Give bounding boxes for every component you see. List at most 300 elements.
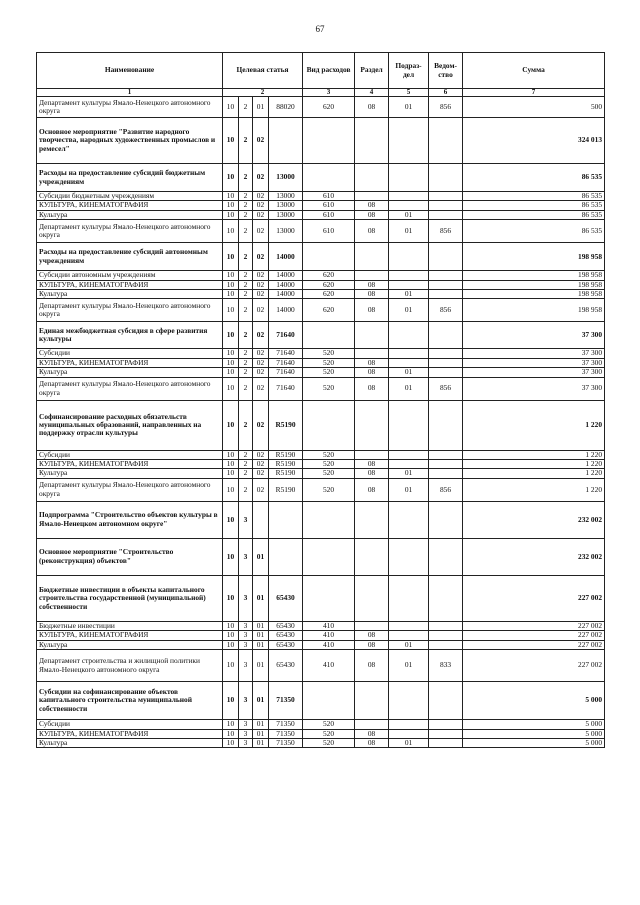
target-code-subprogram: 3 xyxy=(239,729,253,738)
subsection-code xyxy=(389,729,429,738)
amount-value: 198 958 xyxy=(463,271,605,280)
subsection-code xyxy=(389,720,429,729)
amount-value: 227 002 xyxy=(463,575,605,621)
table-row xyxy=(37,650,605,682)
column-number: 4 xyxy=(355,89,389,97)
target-code-subprogram: 3 xyxy=(239,621,253,630)
target-code-direction: 65430 xyxy=(269,575,303,621)
target-code-subprogram: 2 xyxy=(239,210,253,219)
expense-type-code xyxy=(303,322,355,349)
expense-type-code: 520 xyxy=(303,738,355,747)
target-code-direction: 14000 xyxy=(269,290,303,299)
subsection-code xyxy=(389,280,429,289)
department-code xyxy=(429,118,463,164)
section-code: 08 xyxy=(355,640,389,649)
budget-table xyxy=(36,52,605,748)
subsection-code: 01 xyxy=(389,469,429,478)
amount-value: 1 220 xyxy=(463,400,605,450)
section-code: 08 xyxy=(355,290,389,299)
section-code: 08 xyxy=(355,460,389,469)
department-code: 856 xyxy=(429,220,463,243)
expense-type-code xyxy=(303,243,355,271)
expense-type-code: 410 xyxy=(303,631,355,640)
department-code: 833 xyxy=(429,650,463,682)
subsection-code xyxy=(389,621,429,630)
target-code-program: 10 xyxy=(223,118,239,164)
expense-type-code: 620 xyxy=(303,290,355,299)
table-row xyxy=(37,220,605,243)
target-code-subprogram: 2 xyxy=(239,478,253,501)
amount-value: 198 958 xyxy=(463,290,605,299)
target-code-subprogram: 2 xyxy=(239,243,253,271)
expense-type-code: 620 xyxy=(303,280,355,289)
target-code-program: 10 xyxy=(223,478,239,501)
column-number: 5 xyxy=(389,89,429,97)
subsection-code xyxy=(389,349,429,358)
department-code xyxy=(429,460,463,469)
row-name: Департамент культуры Ямало-Ненецкого автономного округа xyxy=(37,97,223,118)
target-code-subprogram: 2 xyxy=(239,280,253,289)
target-code-subprogram: 2 xyxy=(239,349,253,358)
target-code-program: 10 xyxy=(223,729,239,738)
subsection-code xyxy=(389,538,429,575)
table-header-row xyxy=(37,53,605,89)
table-row xyxy=(37,682,605,720)
row-name: КУЛЬТУРА, КИНЕМАТОГРАФИЯ xyxy=(37,460,223,469)
table-row xyxy=(37,738,605,747)
subsection-code: 01 xyxy=(389,299,429,322)
target-code-activity: 02 xyxy=(253,299,269,322)
section-code xyxy=(355,349,389,358)
section-code xyxy=(355,243,389,271)
amount-value: 37 300 xyxy=(463,349,605,358)
target-code-program: 10 xyxy=(223,164,239,192)
target-code-activity: 01 xyxy=(253,97,269,118)
row-name: КУЛЬТУРА, КИНЕМАТОГРАФИЯ xyxy=(37,729,223,738)
subsection-code: 01 xyxy=(389,650,429,682)
target-code-activity: 02 xyxy=(253,460,269,469)
department-code xyxy=(429,720,463,729)
target-code-activity: 02 xyxy=(253,478,269,501)
subsection-code xyxy=(389,501,429,538)
target-code-direction: 13000 xyxy=(269,164,303,192)
target-code-subprogram: 2 xyxy=(239,377,253,400)
target-code-direction: 65430 xyxy=(269,640,303,649)
target-code-subprogram: 2 xyxy=(239,322,253,349)
target-code-activity: 01 xyxy=(253,729,269,738)
section-code: 08 xyxy=(355,358,389,367)
section-code xyxy=(355,164,389,192)
section-code xyxy=(355,682,389,720)
target-code-direction: 71350 xyxy=(269,738,303,747)
column-number: 1 xyxy=(37,89,223,97)
table-row xyxy=(37,377,605,400)
amount-value: 198 958 xyxy=(463,243,605,271)
target-code-program: 10 xyxy=(223,469,239,478)
target-code-subprogram: 3 xyxy=(239,738,253,747)
subsection-code: 01 xyxy=(389,377,429,400)
amount-value: 86 535 xyxy=(463,201,605,210)
table-row xyxy=(37,621,605,630)
expense-type-code xyxy=(303,164,355,192)
table-row xyxy=(37,192,605,201)
department-code xyxy=(429,640,463,649)
expense-type-code: 520 xyxy=(303,729,355,738)
column-number: 7 xyxy=(463,89,605,97)
table-row xyxy=(37,720,605,729)
amount-value: 37 300 xyxy=(463,368,605,377)
amount-value: 227 002 xyxy=(463,621,605,630)
row-name: Основное мероприятие "Развитие народного творчества, народных художественных промыслов и ремесел" xyxy=(37,118,223,164)
target-code-program: 10 xyxy=(223,97,239,118)
expense-type-code: 520 xyxy=(303,720,355,729)
expense-type-code: 520 xyxy=(303,377,355,400)
section-code xyxy=(355,501,389,538)
subsection-code xyxy=(389,201,429,210)
row-name: Культура xyxy=(37,738,223,747)
table-row xyxy=(37,469,605,478)
table-row xyxy=(37,349,605,358)
target-code-program: 10 xyxy=(223,322,239,349)
table-row xyxy=(37,280,605,289)
target-code-program: 10 xyxy=(223,501,239,538)
section-code: 08 xyxy=(355,210,389,219)
target-code-activity: 01 xyxy=(253,631,269,640)
target-code-subprogram: 2 xyxy=(239,358,253,367)
target-code-direction: 14000 xyxy=(269,271,303,280)
department-code xyxy=(429,349,463,358)
section-code: 08 xyxy=(355,201,389,210)
expense-type-code xyxy=(303,538,355,575)
target-code-program: 10 xyxy=(223,538,239,575)
expense-type-code: 410 xyxy=(303,640,355,649)
target-code-direction: 13000 xyxy=(269,192,303,201)
subsection-code xyxy=(389,682,429,720)
amount-value: 5 000 xyxy=(463,738,605,747)
expense-type-code xyxy=(303,682,355,720)
target-code-subprogram: 2 xyxy=(239,271,253,280)
department-code xyxy=(429,192,463,201)
section-code xyxy=(355,450,389,459)
row-name: Основное мероприятие "Строительство (реконструкция) объектов" xyxy=(37,538,223,575)
target-code-subprogram: 2 xyxy=(239,450,253,459)
target-code-subprogram: 2 xyxy=(239,368,253,377)
row-name: КУЛЬТУРА, КИНЕМАТОГРАФИЯ xyxy=(37,201,223,210)
target-code-direction: 65430 xyxy=(269,621,303,630)
department-code xyxy=(429,682,463,720)
target-code-direction: 71640 xyxy=(269,377,303,400)
target-code-program: 10 xyxy=(223,621,239,630)
department-code xyxy=(429,501,463,538)
subsection-code xyxy=(389,271,429,280)
department-code xyxy=(429,210,463,219)
target-code-direction: 65430 xyxy=(269,650,303,682)
target-code-activity: 02 xyxy=(253,201,269,210)
department-code: 856 xyxy=(429,299,463,322)
header-subsection: Подраз-дел xyxy=(389,53,429,89)
amount-value: 227 002 xyxy=(463,650,605,682)
target-code-program: 10 xyxy=(223,210,239,219)
header-name: Наименование xyxy=(37,53,223,89)
expense-type-code: 520 xyxy=(303,368,355,377)
section-code xyxy=(355,118,389,164)
table-row xyxy=(37,290,605,299)
subsection-code: 01 xyxy=(389,478,429,501)
subsection-code xyxy=(389,322,429,349)
amount-value: 86 535 xyxy=(463,164,605,192)
department-code: 856 xyxy=(429,377,463,400)
row-name: Субсидии бюджетным учреждениям xyxy=(37,192,223,201)
amount-value: 37 300 xyxy=(463,377,605,400)
section-code xyxy=(355,400,389,450)
expense-type-code: 410 xyxy=(303,621,355,630)
subsection-code xyxy=(389,460,429,469)
target-code-subprogram: 3 xyxy=(239,501,253,538)
section-code: 08 xyxy=(355,631,389,640)
expense-type-code xyxy=(303,400,355,450)
expense-type-code: 520 xyxy=(303,450,355,459)
target-code-direction: 71640 xyxy=(269,322,303,349)
department-code xyxy=(429,368,463,377)
row-name: Департамент строительства и жилищной политики Ямало-Ненецкого автономного округа xyxy=(37,650,223,682)
expense-type-code: 520 xyxy=(303,469,355,478)
header-department: Ведом-ство xyxy=(429,53,463,89)
target-code-activity: 02 xyxy=(253,243,269,271)
target-code-program: 10 xyxy=(223,192,239,201)
amount-value: 86 535 xyxy=(463,220,605,243)
row-name: Субсидии xyxy=(37,450,223,459)
target-code-subprogram: 3 xyxy=(239,631,253,640)
table-row xyxy=(37,243,605,271)
department-code xyxy=(429,290,463,299)
amount-value: 1 220 xyxy=(463,478,605,501)
section-code: 08 xyxy=(355,469,389,478)
expense-type-code xyxy=(303,118,355,164)
target-code-direction: R5190 xyxy=(269,469,303,478)
section-code xyxy=(355,192,389,201)
table-row xyxy=(37,164,605,192)
table-row xyxy=(37,575,605,621)
section-code: 08 xyxy=(355,368,389,377)
target-code-subprogram: 2 xyxy=(239,400,253,450)
expense-type-code: 620 xyxy=(303,271,355,280)
target-code-program: 10 xyxy=(223,299,239,322)
target-code-subprogram: 2 xyxy=(239,290,253,299)
row-name: Софинансирование расходных обязательств муниципальных образований, направленных на поддержку отрасли культуры xyxy=(37,400,223,450)
target-code-direction: R5190 xyxy=(269,450,303,459)
target-code-activity: 02 xyxy=(253,271,269,280)
target-code-subprogram: 2 xyxy=(239,460,253,469)
target-code-program: 10 xyxy=(223,400,239,450)
target-code-activity: 02 xyxy=(253,450,269,459)
target-code-direction: 13000 xyxy=(269,201,303,210)
section-code: 08 xyxy=(355,220,389,243)
row-name: Культура xyxy=(37,290,223,299)
expense-type-code xyxy=(303,501,355,538)
target-code-subprogram: 3 xyxy=(239,720,253,729)
department-code: 856 xyxy=(429,478,463,501)
amount-value: 86 535 xyxy=(463,210,605,219)
target-code-activity: 02 xyxy=(253,469,269,478)
subsection-code: 01 xyxy=(389,210,429,219)
target-code-activity: 02 xyxy=(253,358,269,367)
target-code-direction: 71350 xyxy=(269,682,303,720)
column-number: 2 xyxy=(223,89,303,97)
row-name: Культура xyxy=(37,210,223,219)
page-number: 67 xyxy=(315,24,325,34)
target-code-program: 10 xyxy=(223,650,239,682)
target-code-program: 10 xyxy=(223,682,239,720)
expense-type-code: 520 xyxy=(303,460,355,469)
section-code xyxy=(355,720,389,729)
table-row xyxy=(37,729,605,738)
section-code xyxy=(355,575,389,621)
target-code-subprogram: 3 xyxy=(239,538,253,575)
table-row xyxy=(37,322,605,349)
section-code xyxy=(355,322,389,349)
target-code-subprogram: 3 xyxy=(239,640,253,649)
expense-type-code: 610 xyxy=(303,220,355,243)
row-name: Департамент культуры Ямало-Ненецкого автономного округа xyxy=(37,220,223,243)
row-name: Подпрограмма "Строительство объектов культуры в Ямало-Ненецком автономном округе" xyxy=(37,501,223,538)
table-row xyxy=(37,478,605,501)
amount-value: 37 300 xyxy=(463,322,605,349)
target-code-subprogram: 2 xyxy=(239,469,253,478)
row-name: Культура xyxy=(37,469,223,478)
target-code-direction: 13000 xyxy=(269,220,303,243)
section-code: 08 xyxy=(355,280,389,289)
target-code-activity: 02 xyxy=(253,164,269,192)
department-code xyxy=(429,621,463,630)
target-code-direction: 71640 xyxy=(269,349,303,358)
expense-type-code: 520 xyxy=(303,349,355,358)
table-row xyxy=(37,640,605,649)
amount-value: 5 000 xyxy=(463,720,605,729)
row-name: Единая межбюджетная субсидия в сфере развития культуры xyxy=(37,322,223,349)
table-body xyxy=(37,97,605,748)
expense-type-code: 410 xyxy=(303,650,355,682)
target-code-direction xyxy=(269,118,303,164)
expense-type-code: 520 xyxy=(303,478,355,501)
expense-type-code: 610 xyxy=(303,210,355,219)
department-code xyxy=(429,450,463,459)
target-code-activity xyxy=(253,501,269,538)
row-name: Субсидии xyxy=(37,349,223,358)
target-code-program: 10 xyxy=(223,738,239,747)
column-number: 3 xyxy=(303,89,355,97)
subsection-code: 01 xyxy=(389,220,429,243)
target-code-program: 10 xyxy=(223,271,239,280)
target-code-program: 10 xyxy=(223,358,239,367)
table-row xyxy=(37,210,605,219)
column-number-row xyxy=(37,89,605,97)
target-code-activity: 02 xyxy=(253,280,269,289)
expense-type-code: 610 xyxy=(303,201,355,210)
header-expense-type: Вид расходов xyxy=(303,53,355,89)
row-name: Бюджетные инвестиции xyxy=(37,621,223,630)
target-code-activity: 02 xyxy=(253,210,269,219)
subsection-code xyxy=(389,192,429,201)
amount-value: 324 013 xyxy=(463,118,605,164)
table-row xyxy=(37,538,605,575)
row-name: Расходы на предоставление субсидий бюджетным учреждениям xyxy=(37,164,223,192)
subsection-code: 01 xyxy=(389,97,429,118)
target-code-activity: 02 xyxy=(253,349,269,358)
target-code-direction xyxy=(269,501,303,538)
subsection-code xyxy=(389,118,429,164)
target-code-direction: 88020 xyxy=(269,97,303,118)
table-row xyxy=(37,299,605,322)
amount-value: 198 958 xyxy=(463,280,605,289)
target-code-program: 10 xyxy=(223,280,239,289)
section-code xyxy=(355,538,389,575)
target-code-direction: 14000 xyxy=(269,299,303,322)
row-name: КУЛЬТУРА, КИНЕМАТОГРАФИЯ xyxy=(37,358,223,367)
subsection-code xyxy=(389,164,429,192)
target-code-activity: 01 xyxy=(253,575,269,621)
table-row xyxy=(37,97,605,118)
row-name: КУЛЬТУРА, КИНЕМАТОГРАФИЯ xyxy=(37,631,223,640)
section-code: 08 xyxy=(355,299,389,322)
row-name: Бюджетные инвестиции в объекты капитального строительства государственной (муниципальной) собственности xyxy=(37,575,223,621)
target-code-program: 10 xyxy=(223,201,239,210)
table-row xyxy=(37,501,605,538)
department-code xyxy=(429,280,463,289)
target-code-subprogram: 2 xyxy=(239,118,253,164)
department-code xyxy=(429,631,463,640)
target-code-activity: 02 xyxy=(253,368,269,377)
target-code-subprogram: 2 xyxy=(239,220,253,243)
subsection-code xyxy=(389,243,429,271)
subsection-code: 01 xyxy=(389,368,429,377)
row-name: Расходы на предоставление субсидий автономным учреждениям xyxy=(37,243,223,271)
target-code-activity: 02 xyxy=(253,322,269,349)
budget-table-container xyxy=(36,52,604,748)
row-name: Департамент культуры Ямало-Ненецкого автономного округа xyxy=(37,299,223,322)
target-code-subprogram: 3 xyxy=(239,650,253,682)
target-code-program: 10 xyxy=(223,220,239,243)
amount-value: 1 220 xyxy=(463,460,605,469)
target-code-direction: 71640 xyxy=(269,358,303,367)
amount-value: 198 958 xyxy=(463,299,605,322)
row-name: КУЛЬТУРА, КИНЕМАТОГРАФИЯ xyxy=(37,280,223,289)
target-code-program: 10 xyxy=(223,290,239,299)
target-code-direction: 71350 xyxy=(269,720,303,729)
amount-value: 227 002 xyxy=(463,631,605,640)
expense-type-code: 620 xyxy=(303,299,355,322)
amount-value: 232 002 xyxy=(463,538,605,575)
table-row xyxy=(37,460,605,469)
target-code-direction xyxy=(269,538,303,575)
target-code-activity: 02 xyxy=(253,400,269,450)
table-row xyxy=(37,358,605,367)
target-code-activity: 01 xyxy=(253,650,269,682)
target-code-direction: 14000 xyxy=(269,243,303,271)
target-code-activity: 01 xyxy=(253,738,269,747)
target-code-activity: 02 xyxy=(253,118,269,164)
target-code-program: 10 xyxy=(223,243,239,271)
target-code-direction: 13000 xyxy=(269,210,303,219)
target-code-activity: 01 xyxy=(253,682,269,720)
header-target-article: Целевая статья xyxy=(223,53,303,89)
target-code-subprogram: 2 xyxy=(239,201,253,210)
amount-value: 232 002 xyxy=(463,501,605,538)
department-code xyxy=(429,322,463,349)
subsection-code: 01 xyxy=(389,290,429,299)
section-code: 08 xyxy=(355,478,389,501)
department-code xyxy=(429,201,463,210)
section-code: 08 xyxy=(355,97,389,118)
